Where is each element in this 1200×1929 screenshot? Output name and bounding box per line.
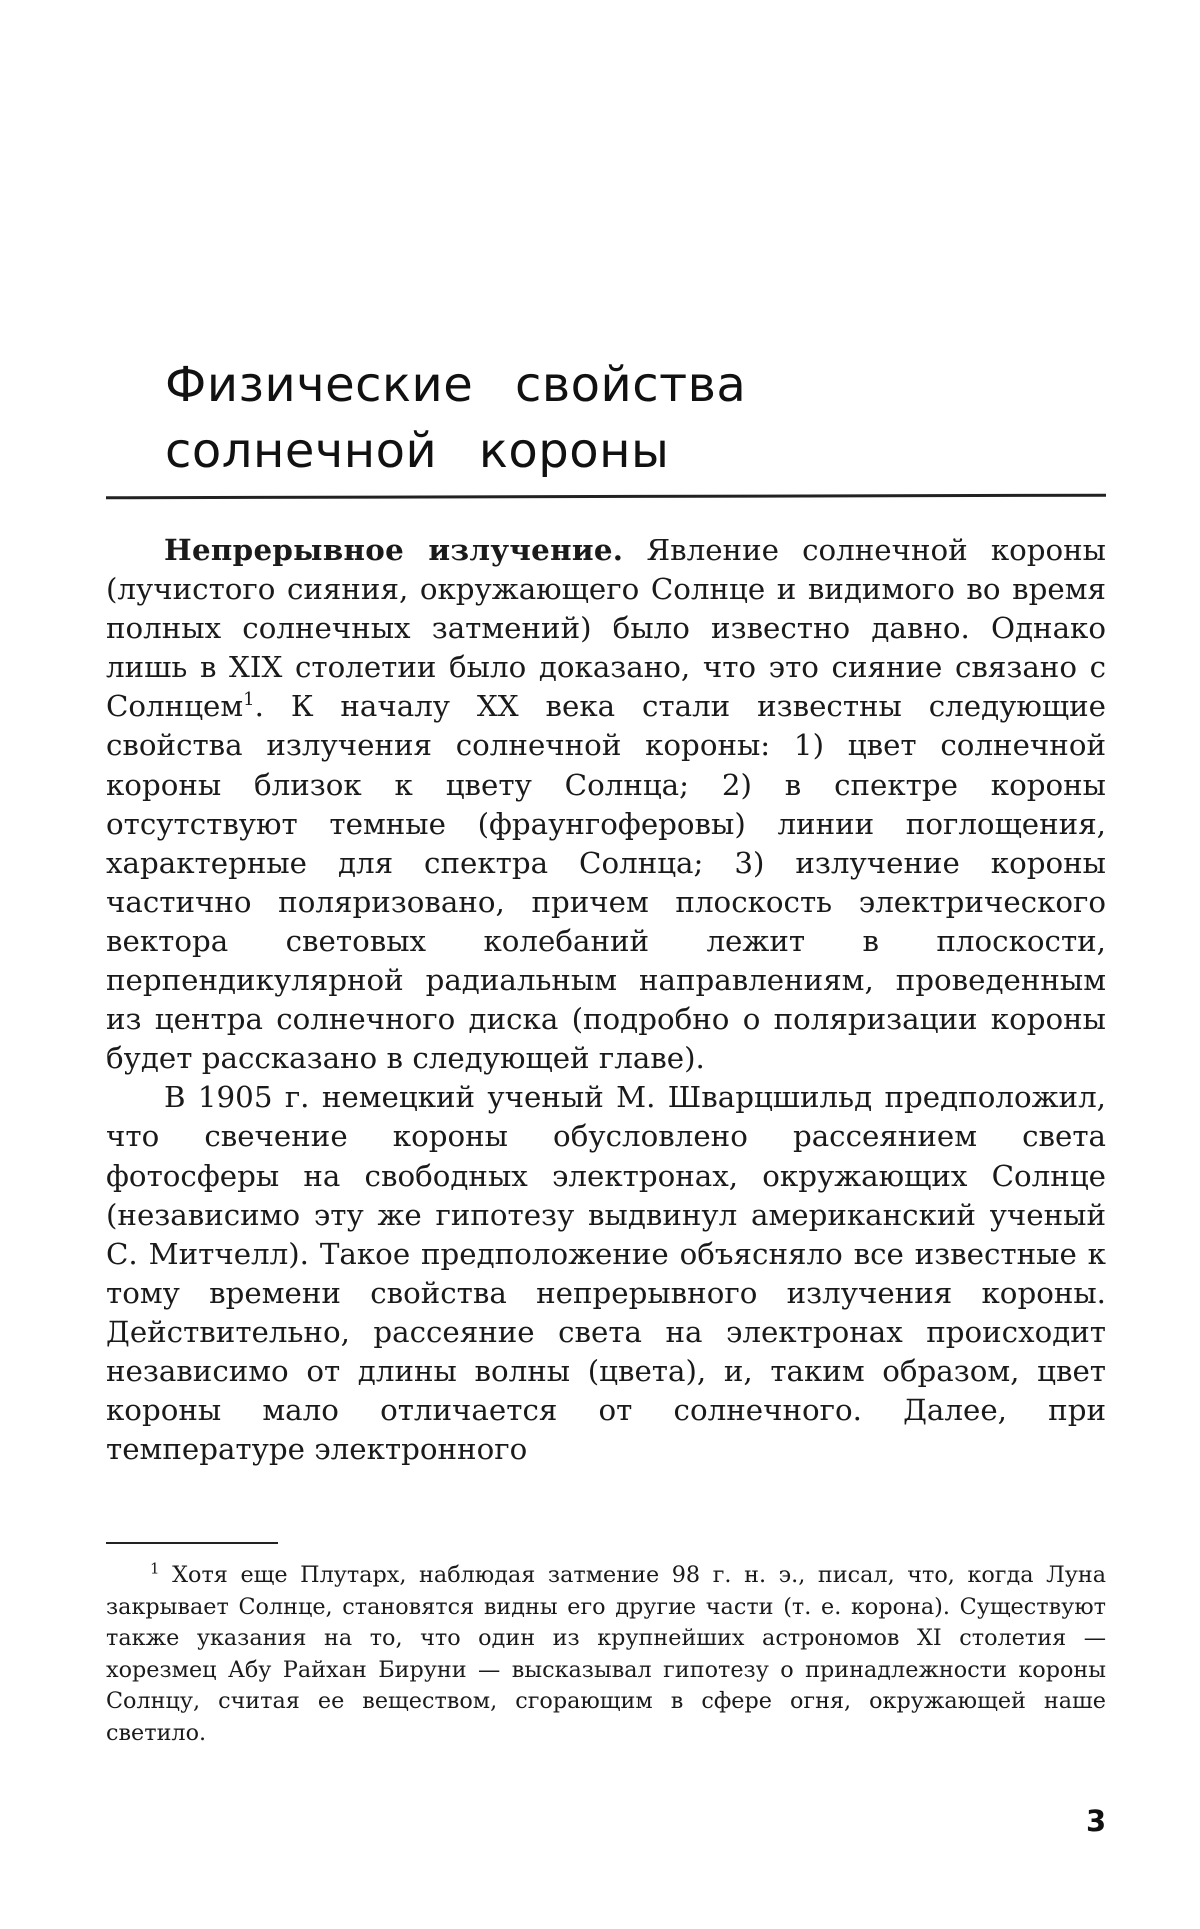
paragraph-1-text: Явление солнечной короны (лучистого сияния, окружающего Солнце и видимого во время полных солнечных затмений) было известно давно. Однако лишь в XIX столетии было доказано, что это сияние связано с Солнцем — [106, 533, 1107, 724]
section-heading: Непрерывное излучение. — [164, 532, 624, 567]
paragraph-1-text-cont: . К началу XX века стали известны следующие свойства излучения солнечной короны: 1) цвет солнечной короны близок к цвету Солнца; 2) в спектре короны отсутствуют темные (фраунгоферовы) линии поглощения, характерные для спектра Солнца; 3) излучение короны частично поляризовано, причем плоскость электрического вектора световых колебаний лежит в плоскости, перпендикулярной радиальным направлениям, проведенным из центра солнечного диска (подробно о поляризации короны будет рассказано в следующей главе). — [106, 689, 1106, 1076]
footnote-mark: 1 — [150, 1559, 160, 1578]
paragraph-2: В 1905 г. немецкий ученый М. Шварцшильд предположил, что свечение короны обусловлено рассеянием света фотосферы на свободных электронах, окружающих Солнце (независимо эту же гипотезу выдвинул американский ученый С. Митчелл). Такое предположение объясняло все известные к тому времени свойства непрерывного излучения короны. Действительно, рассеяние света на электронах происходит независимо от длины волны (цвета), и, таким образом, цвет короны мало отличается от солнечного. Далее, при температуре электронного — [106, 1080, 1106, 1467]
footnote-text: Хотя еще Плутарх, наблюдая затмение 98 г. н. э., писал, что, когда Луна закрывает Солнце, становятся видны его другие части (т. е. корона). Существуют также указания на то, что один из крупнейших астрономов XI столетия — хорезмец Абу Райхан Бируни — высказывал гипотезу о принадлежности короны Солнцу, считая ее веществом, сгорающим в сфере огня, окружающей наше светило. — [106, 1562, 1106, 1746]
chapter-title-line-2: солнечной короны — [165, 423, 670, 479]
chapter-title — [165, 352, 965, 484]
paragraph-1 — [106, 530, 1106, 1078]
title-rule — [106, 494, 1106, 500]
page-number: 3 — [1086, 1804, 1107, 1838]
chapter-title-line-1: Физические свойства — [165, 357, 747, 413]
footnote — [106, 1560, 1106, 1749]
body-text — [106, 530, 1106, 1469]
footnote-reference[interactable]: 1 — [243, 689, 255, 711]
footnote-rule — [106, 1542, 278, 1544]
